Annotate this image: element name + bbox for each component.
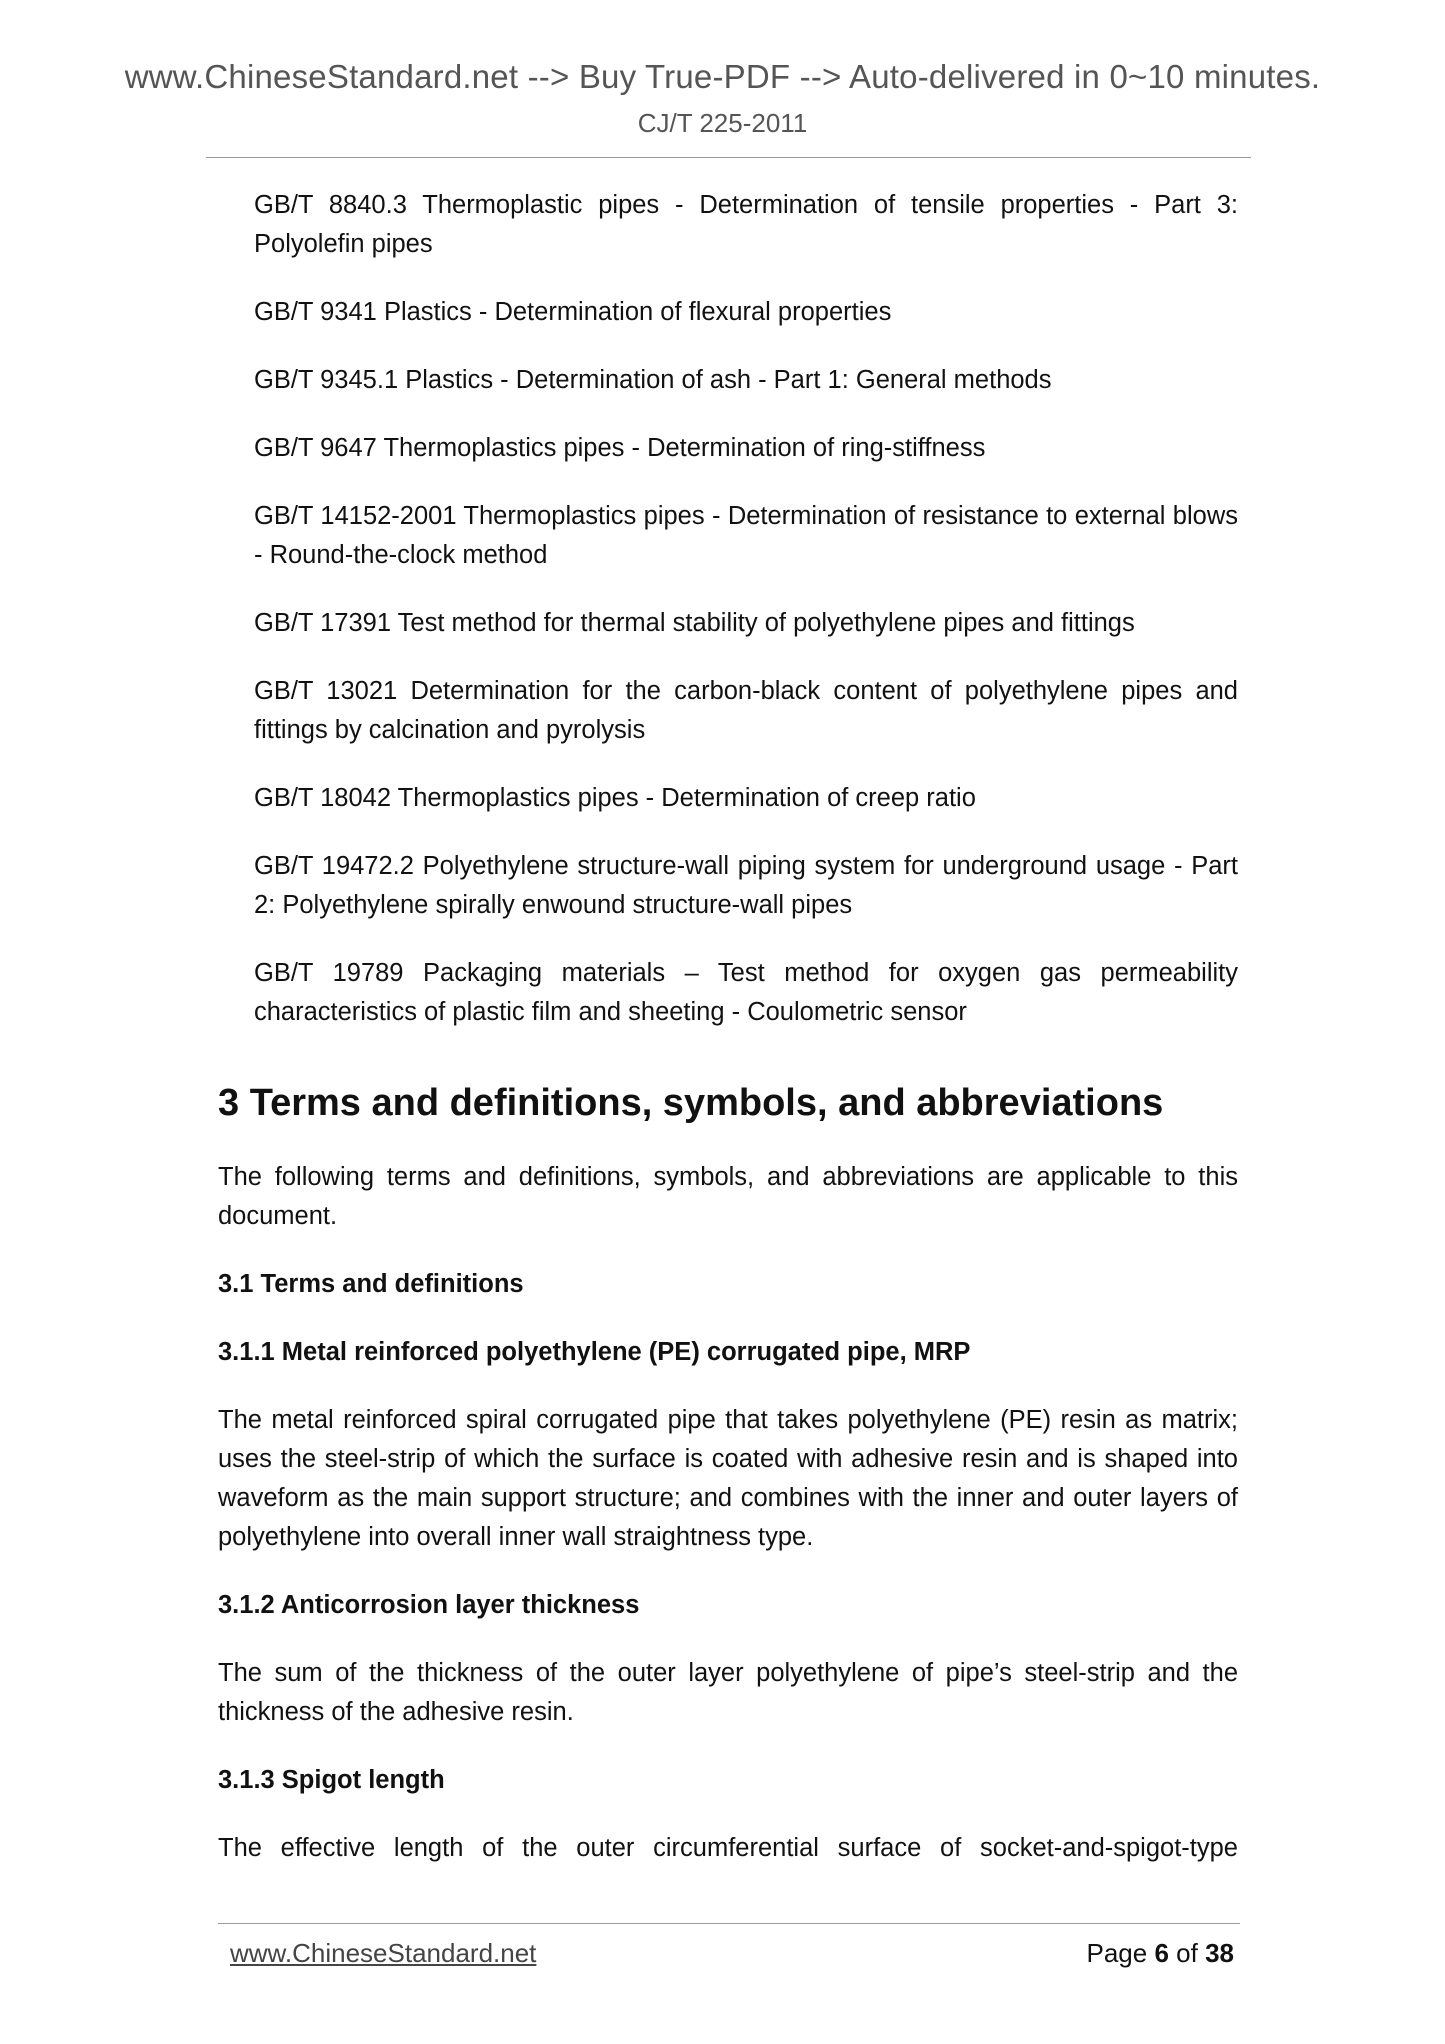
section-heading: 3 Terms and definitions, symbols, and abbreviations [218,1082,1164,1124]
reference-item: GB/T 9345.1 Plastics - Determination of ash - Part 1: General methods [254,366,1052,394]
term-heading: 3.1.3 Spigot length [218,1766,445,1794]
reference-item: GB/T 9647 Thermoplastics pipes - Determination of ring-stiffness [254,434,986,462]
normative-references-list [218,186,1238,1032]
term-definition: The metal reinforced spiral corrugated pipe that takes polyethylene (PE) resin as matrix; uses the steel-strip of which the surface is coated with adhesive resin and is shaped into waveform as the main support structure; and combines with the inner and outer layers of polyethylene into overall inner wall straightness type. [218,1406,1238,1551]
footer-website-link[interactable]: www.ChineseStandard.net [230,1938,537,1968]
page-prefix: Page [1086,1938,1148,1968]
term-definition: The effective length of the outer circumferential surface of socket-and-spigot-type [218,1834,1238,1862]
footer-divider [218,1923,1240,1924]
term-heading: 3.1.2 Anticorrosion layer thickness [218,1591,640,1619]
reference-item: GB/T 17391 Test method for thermal stability of polyethylene pipes and fittings [254,609,1135,637]
header-banner: www.ChineseStandard.net --> Buy True-PDF --> Auto-delivered in 0~10 minutes. [124,58,1321,95]
document-id: CJ/T 225-2011 [637,108,808,138]
reference-item: GB/T 19789 Packaging materials – Test method for oxygen gas permeability characteristics of plastic film and sheeting - Coulometric sensor [254,959,1238,1026]
reference-item: GB/T 8840.3 Thermoplastic pipes - Determination of tensile properties - Part 3: Polyolefin pipes [254,191,1238,258]
current-page: 6 [1154,1938,1169,1968]
reference-item: GB/T 13021 Determination for the carbon-black content of polyethylene pipes and fittings by calcination and pyrolysis [254,677,1238,744]
page-number [1086,1938,1234,1969]
reference-item: GB/T 14152-2001 Thermoplastics pipes - Determination of resistance to external blows - Round-the-clock method [254,502,1238,569]
total-pages: 38 [1205,1938,1234,1968]
reference-item: GB/T 19472.2 Polyethylene structure-wall piping system for underground usage - Part 2: Polyethylene spirally enwound structure-wall pipes [254,852,1238,919]
page-of: of [1176,1938,1198,1968]
page-content [218,186,1238,1897]
section-intro: The following terms and definitions, symbols, and abbreviations are applicable to this document. [218,1163,1238,1230]
reference-item: GB/T 18042 Thermoplastics pipes - Determination of creep ratio [254,784,976,812]
header-divider [206,157,1251,158]
subsection-heading: 3.1 Terms and definitions [218,1270,524,1298]
term-heading: 3.1.1 Metal reinforced polyethylene (PE) corrugated pipe, MRP [218,1338,971,1366]
term-definition: The sum of the thickness of the outer layer polyethylene of pipe’s steel-strip and the thickness of the adhesive resin. [218,1659,1238,1726]
reference-item: GB/T 9341 Plastics - Determination of flexural properties [254,298,892,326]
